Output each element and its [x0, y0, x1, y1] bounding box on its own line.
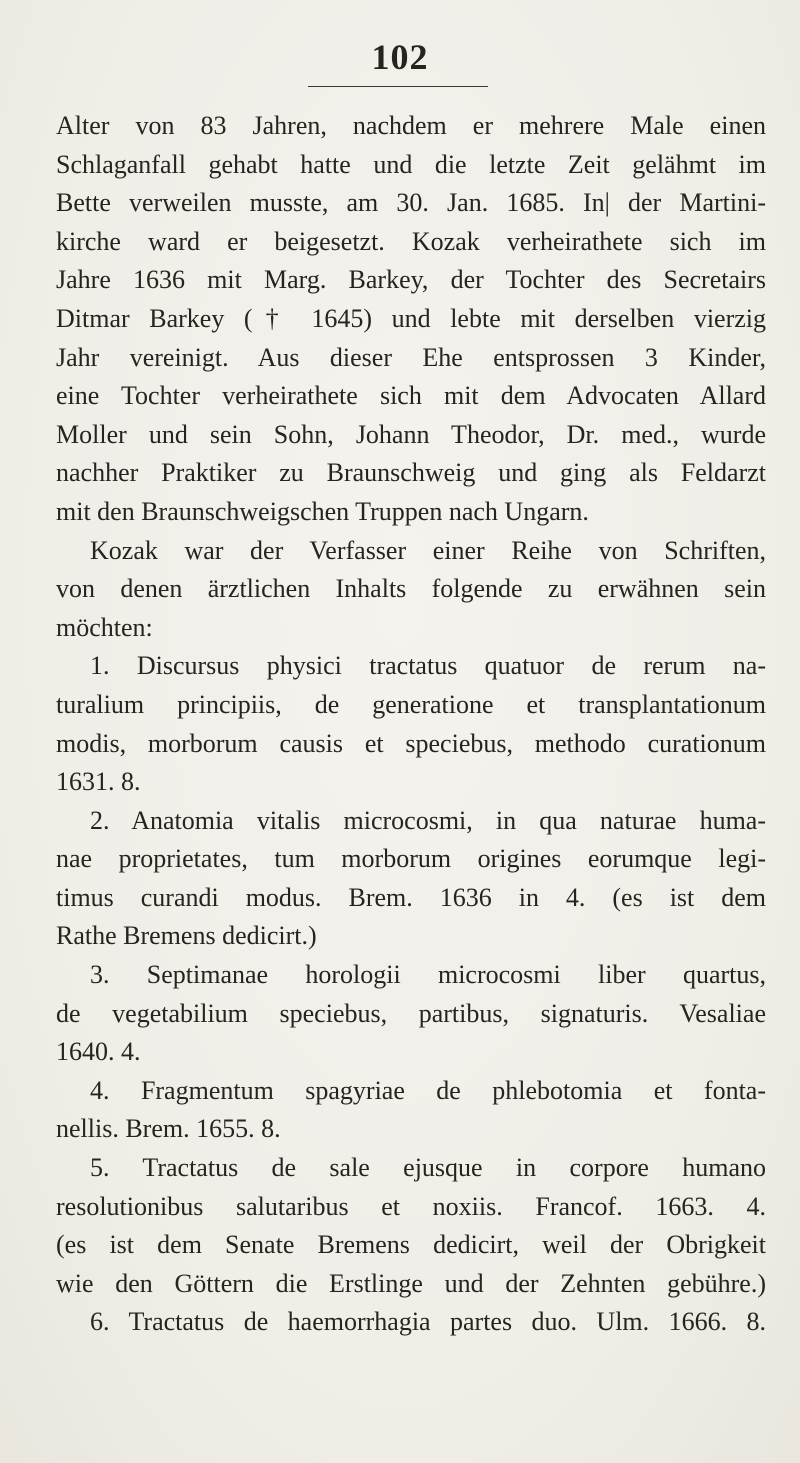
text-line: nae proprietates, tum morborum origines eorumque legi- [56, 844, 766, 874]
text-line: Schlaganfall gehabt hatte und die letzte Zeit gelähmt im [56, 149, 766, 179]
text-line: mit den Braunschweigschen Truppen nach Ungarn. [56, 496, 589, 526]
text-line: von denen ärztlichen Inhalts folgende zu erwähnen sein [56, 574, 766, 604]
text-line: modis, morborum causis et speciebus, methodo curationum [56, 728, 766, 758]
text-line: 5. Tractatus de sale ejusque in corpore humano [90, 1153, 766, 1183]
text-line: turalium principiis, de generatione et transplantationum [56, 689, 766, 719]
text-line: resolutionibus salutaribus et noxiis. Francof. 1663. 4. [56, 1191, 766, 1221]
text-line: timus curandi modus. Brem. 1636 in 4. (es ist dem [56, 882, 766, 912]
text-line: Jahr vereinigt. Aus dieser Ehe entsprossen 3 Kinder, [56, 342, 766, 372]
text-line: kirche ward er beigesetzt. Kozak verheirathete sich im [56, 226, 766, 256]
body-text [56, 107, 766, 1342]
text-line: 3. Septimanae horologii microcosmi liber quartus, [90, 960, 766, 990]
text-line: 2. Anatomia vitalis microcosmi, in qua naturae huma- [90, 805, 766, 835]
text-line: 1640. 4. [56, 1037, 141, 1067]
text-line: Jahre 1636 mit Marg. Barkey, der Tochter des Secretairs [56, 265, 766, 295]
text-line: Alter von 83 Jahren, nachdem er mehrere Male einen [56, 111, 766, 140]
page-number: 102 [371, 37, 429, 77]
text-line: möchten: [56, 612, 153, 642]
text-line: nellis. Brem. 1655. 8. [56, 1114, 281, 1144]
text-line: 1631. 8. [56, 767, 141, 797]
text-line: 6. Tractatus de haemorrhagia partes duo. Ulm. 1666. 8. [90, 1307, 766, 1337]
text-line: Ditmar Barkey († 1645) und lebte mit derselben vierzig [56, 303, 766, 333]
text-line: Moller und sein Sohn, Johann Theodor, Dr. med., wurde [56, 419, 766, 449]
text-line: nachher Praktiker zu Braunschweig und ging als Feldarzt [56, 458, 766, 488]
text-line: Rathe Bremens dedicirt.) [56, 921, 317, 951]
text-line: eine Tochter verheirathete sich mit dem Advocaten Allard [56, 381, 766, 411]
text-line: 1. Discursus physici tractatus quatuor de rerum na- [90, 651, 766, 681]
header-rule [308, 86, 488, 87]
text-line: wie den Göttern die Erstlinge und der Zehnten gebühre.) [56, 1268, 766, 1298]
text-line: Kozak war der Verfasser einer Reihe von Schriften, [90, 535, 766, 565]
text-line: de vegetabilium speciebus, partibus, signaturis. Vesaliae [56, 998, 766, 1028]
text-line: 4. Fragmentum spagyriae de phlebotomia et fonta- [90, 1075, 766, 1105]
text-line: Bette verweilen musste, am 30. Jan. 1685. In| der Martini- [56, 188, 766, 218]
text-line: (es ist dem Senate Bremens dedicirt, weil der Obrigkeit [56, 1230, 766, 1260]
